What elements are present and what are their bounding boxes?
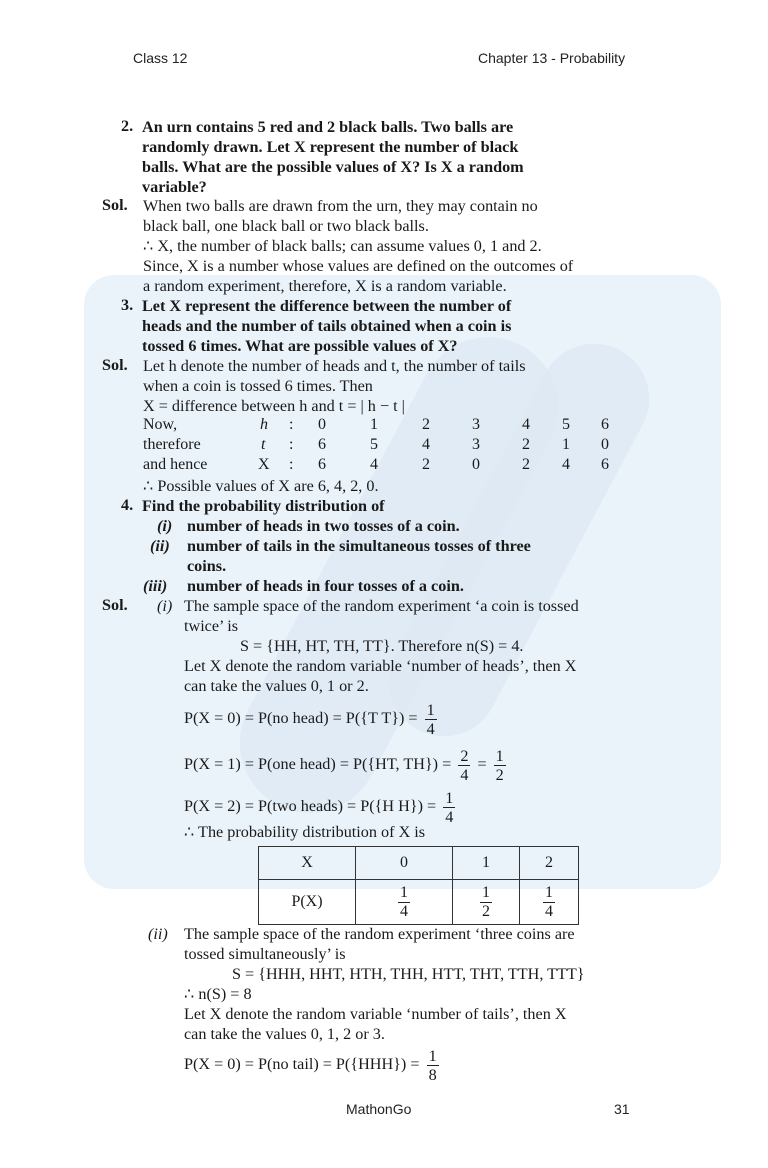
- equation-p0: [184, 696, 440, 740]
- question-text: number of tails in the simultaneous tosses of three: [187, 537, 531, 555]
- grid-value: 2: [422, 416, 430, 433]
- numerator: 1: [426, 700, 435, 719]
- grid-colon: :: [289, 436, 294, 453]
- solution-text: The sample space of the random experiment ‘three coins are: [184, 925, 575, 943]
- grid-value: 6: [601, 456, 609, 473]
- solution-text: tossed simultaneously’ is: [184, 945, 346, 963]
- solution-text: When two balls are drawn from the urn, they may contain no: [143, 197, 538, 215]
- grid-value: 3: [472, 436, 480, 453]
- probability-table: [258, 846, 579, 925]
- equation-m7: [184, 1042, 442, 1086]
- grid-value: 1: [562, 436, 570, 453]
- solution-text: Let X denote the random variable ‘number of tails’, then X: [184, 1005, 567, 1023]
- grid-value: 2: [522, 456, 530, 473]
- numerator: 1: [445, 788, 454, 807]
- grid-value: 0: [601, 436, 609, 453]
- solution-text: when a coin is tossed 6 times. Then: [143, 377, 373, 395]
- question-number: 3.: [121, 296, 134, 314]
- table-prob-value: [520, 880, 579, 925]
- solution-text: can take the values 0, 1, 2 or 3.: [184, 1025, 385, 1043]
- fraction: [494, 747, 506, 784]
- question-text: tossed 6 times. What are possible values of X?: [142, 337, 458, 355]
- question-text: randomly drawn. Let X represent the number of black: [142, 138, 519, 156]
- grid-value: 1: [370, 416, 378, 433]
- solution-text: Since, X is a number whose values are defined on the outcomes of: [143, 257, 574, 275]
- grid-value: 5: [370, 436, 378, 453]
- fraction: [458, 747, 470, 784]
- grid-value: 4: [562, 456, 570, 473]
- grid-value: 6: [318, 456, 326, 473]
- equation-text: P(X = 0) = P(no tail) = P({HHH}) =: [184, 1055, 420, 1073]
- grid-var: X: [258, 456, 270, 473]
- grid-value: 6: [601, 416, 609, 433]
- solution-text: ∴ X, the number of black balls; can assume values 0, 1 and 2.: [143, 237, 542, 255]
- equation-text: P(X = 1) = P(one head) = P({HT, TH}) =: [184, 755, 452, 773]
- equation-p1: [184, 742, 509, 786]
- question-part-mark: (i): [157, 517, 173, 535]
- solution-text: black ball, one black ball or two black balls.: [143, 217, 429, 235]
- denominator: 4: [445, 807, 454, 826]
- grid-value: 0: [472, 456, 480, 473]
- solution-text: S = {HHH, HHT, HTH, THH, HTT, THT, TTH, TTT}: [232, 965, 585, 983]
- numerator: 1: [495, 746, 504, 765]
- solution-part-mark: (ii): [148, 925, 168, 943]
- equals-sign: =: [477, 755, 487, 773]
- question-text: variable?: [142, 178, 207, 196]
- grid-value: 4: [422, 436, 430, 453]
- question-text: Find the probability distribution of: [142, 497, 385, 515]
- denominator: 4: [545, 902, 553, 920]
- grid-value: 2: [522, 436, 530, 453]
- grid-lead: Now,: [143, 416, 178, 433]
- solution-part-mark: (i): [157, 597, 173, 615]
- denominator: 4: [400, 902, 408, 920]
- question-text: number of heads in two tosses of a coin.: [187, 517, 460, 535]
- denominator: 8: [428, 1065, 437, 1084]
- fraction: [398, 884, 410, 921]
- table-x-value: 1: [453, 847, 520, 880]
- grid-lead: therefore: [143, 436, 201, 453]
- solution-text: Let X denote the random variable ‘number of heads’, then X: [184, 657, 577, 675]
- solution-text: a random experiment, therefore, X is a random variable.: [143, 277, 507, 295]
- header-chapter: Chapter 13 - Probability: [478, 50, 626, 66]
- fraction: [443, 789, 455, 826]
- question-part-mark: (ii): [150, 537, 170, 555]
- grid-lead: and hence: [143, 456, 208, 473]
- solution-label: Sol.: [102, 356, 128, 374]
- denominator: 4: [426, 719, 435, 738]
- question-part-mark: (iii): [143, 577, 168, 595]
- solution-text: X = difference between h and t = | h − t |: [143, 397, 405, 415]
- fraction: [543, 884, 555, 921]
- table-x-value: 0: [356, 847, 453, 880]
- grid-value: 4: [522, 416, 530, 433]
- denominator: 2: [495, 765, 504, 784]
- table-prob-value: [453, 880, 520, 925]
- solution-text: Let h denote the number of heads and t, the number of tails: [143, 357, 526, 375]
- table-prob-value: [356, 880, 453, 925]
- question-text: number of heads in four tosses of a coin.: [187, 577, 464, 595]
- page-number: 31: [614, 1101, 630, 1117]
- equation-text: P(X = 2) = P(two heads) = P({H H}) =: [184, 797, 437, 815]
- question-text: An urn contains 5 red and 2 black balls. Two balls are: [142, 118, 514, 136]
- denominator: 4: [460, 765, 469, 784]
- numerator: 1: [428, 1046, 437, 1065]
- solution-text: ∴ Possible values of X are 6, 4, 2, 0.: [143, 477, 379, 495]
- question-number: 2.: [121, 117, 134, 135]
- grid-value: 5: [562, 416, 570, 433]
- grid-value: 6: [318, 436, 326, 453]
- numerator: 1: [482, 883, 490, 901]
- grid-value: 0: [318, 416, 326, 433]
- fraction: [480, 884, 492, 921]
- solution-text: ∴ The probability distribution of X is: [184, 823, 426, 841]
- table-header-x: X: [259, 847, 356, 880]
- solution-label: Sol.: [102, 196, 128, 214]
- question-number: 4.: [121, 496, 134, 514]
- header-class: Class 12: [133, 50, 188, 66]
- question-text: balls. What are the possible values of X? Is X a random: [142, 158, 524, 176]
- solution-text: S = {HH, HT, TH, TT}. Therefore n(S) = 4.: [240, 637, 524, 655]
- grid-value: 4: [370, 456, 378, 473]
- fraction: [427, 1047, 439, 1084]
- equation-text: P(X = 0) = P(no head) = P({T T}) =: [184, 709, 418, 727]
- grid-value: 2: [422, 456, 430, 473]
- question-text: Let X represent the difference between the number of: [142, 297, 512, 315]
- solution-text: can take the values 0, 1 or 2.: [184, 677, 369, 695]
- table-x-value: 2: [520, 847, 579, 880]
- numerator: 1: [400, 883, 408, 901]
- solution-text: twice’ is: [184, 617, 239, 635]
- solution-text: ∴ n(S) = 8: [184, 985, 252, 1003]
- grid-colon: :: [289, 456, 294, 473]
- grid-var: h: [260, 416, 268, 433]
- solution-text: The sample space of the random experiment ‘a coin is tossed: [184, 597, 579, 615]
- grid-value: 3: [472, 416, 480, 433]
- table-header-px: P(X): [259, 880, 356, 925]
- numerator: 1: [545, 883, 553, 901]
- fraction: [425, 701, 437, 738]
- solution-label: Sol.: [102, 596, 128, 614]
- denominator: 2: [482, 902, 490, 920]
- question-text: coins.: [187, 557, 227, 575]
- grid-var: t: [261, 436, 266, 453]
- numerator: 2: [460, 746, 469, 765]
- footer-brand: MathonGo: [346, 1101, 412, 1117]
- question-text: heads and the number of tails obtained when a coin is: [142, 317, 512, 335]
- grid-colon: :: [289, 416, 294, 433]
